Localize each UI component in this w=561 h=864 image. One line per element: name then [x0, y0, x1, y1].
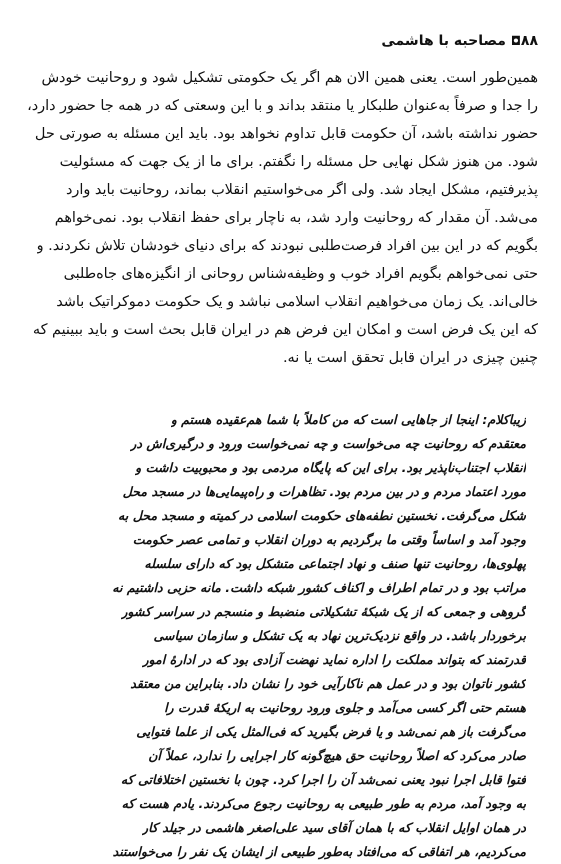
body-line: پذیرفتیم، مشکل ایجاد شد. ولی اگر می‌خواستیم انقلاب بماند، روحانیت باید وارد — [66, 182, 538, 198]
quote-line: برخوردار باشد. در واقع نزدیک‌ترین نهاد به یک تشکل و سازمان سیاسی — [153, 628, 526, 643]
header-marker-icon: ◘ — [510, 34, 521, 48]
quote-line: در همان اوایل انقلاب که با همان آقای سید علی‌اصغر هاشمی در جیلد کار — [141, 820, 526, 835]
header-title: مصاحبه با هاشمی — [381, 33, 506, 49]
quote-line: شکل می‌گرفت. نخستین نطفه‌های حکومت اسلامی در کمیته و مسجد محل به — [118, 508, 526, 523]
quote-line: مراتب بود و در تمام اطراف و اکناف کشور شبکه داشت. مانه حزبی داشتیم نه — [112, 580, 526, 595]
body-line: حتی نمی‌خواهم بگویم افراد خوب و وظیفه‌شناس روحانی از انگیزه‌های جاه‌طلبی — [63, 266, 538, 282]
body-line: خالی‌اند. یک زمان می‌خواهیم انقلاب اسلامی نباشد و یک حکومت دموکراتیک باشد — [56, 294, 538, 310]
quote-line: پهلوی‌ها، روحانیت تنها صنف و نهاد اجتماعی متشکل بود که دارای سلسله — [144, 556, 526, 571]
quote-line: معتقدم که روحانیت چه می‌خواست و چه نمی‌خواست ورود و درگیری‌اش در — [130, 436, 526, 451]
quote-line: می‌گرفت باز هم نمی‌شد و یا فرض بگیرید که فی‌المثل یکی از علما فتوایی — [136, 724, 526, 739]
quote-line: کشور ناتوان بود و در عمل هم ناکارآیی خود را نشان داد. بنابراین من معتقد — [130, 676, 526, 691]
quote-line: انقلاب اجتناب‌ناپذیر بود. برای این که پایگاه مردمی بود و محبوبیت داشت و — [135, 460, 526, 475]
page-number: ۸۸ — [520, 33, 538, 49]
quote-line: فتوا قابل اجرا نبود یعنی نمی‌شد آن را اجرا کرد. چون با نخستین اختلافاتی که — [120, 772, 526, 787]
quote-line: هستم حتی اگر کسی می‌آمد و جلوی ورود روحانیت به اریکهٔ قدرت را — [164, 700, 526, 715]
quote-line: گروهی و جمعی که از یک شبکهٔ تشکیلاتی منضبط و منسجم در سراسر کشور — [121, 604, 526, 619]
quote-line: به وجود آمد، مردم به طور طبیعی به روحانیت رجوع می‌کردند. یادم هست که — [121, 796, 526, 811]
quote-line: مورد اعتماد مردم و در بین مردم بود. تظاهرات و راه‌پیمایی‌ها در مسجد محل — [122, 484, 526, 499]
body-line: همین‌طور است. یعنی همین الان هم اگر یک حکومتی تشکیل شود و روحانیت خودش — [41, 70, 538, 86]
body-line: حضور نداشته باشد، آن حکومت قابل تداوم نخواهد بود. باید این مسئله به صورتی حل — [34, 126, 538, 142]
running-header — [381, 33, 538, 53]
body-line: شود. من هنوز شکل نهایی حل مسئله را نگفتم. برای ما از یک جهت که مسئولیت — [59, 154, 538, 170]
quote-line: زیباکلام: اینجا از جاهایی است که من کاملاً با شما هم‌عقیده هستم و — [170, 412, 526, 427]
quote-line: صادر می‌کرد که اصلاً روحانیت حق هیچ‌گونه کار اجرایی را ندارد، عملاً آن — [148, 748, 526, 763]
body-line: چنین چیزی در ایران قابل تحقق است یا نه. — [282, 350, 538, 366]
body-line: می‌شد. آن مقدار که روحانیت وارد شد، به ناچار برای حفظ انقلاب بود. نمی‌خواهم — [54, 210, 538, 226]
quote-line: قدرتمند که بتواند مملکت را اداره نماید نهضت آزادی بود که در ادارهٔ امور — [142, 652, 526, 667]
quote-line: وجود آمد و اساساً وقتی ما برگردیم به دوران انقلاب و تمامی عصر حکومت — [132, 532, 526, 547]
body-line: را جدا و صرفاً به‌عنوان طلبکار یا منتقد بداند و با این وسعتی که در همه جا حضور دارد، — [27, 98, 538, 114]
quote-line: می‌کردیم، هر اتفاقی که می‌افتاد به‌طور طبیعی از ایشان یک نفر را می‌خواستند — [112, 844, 526, 859]
body-line: بگویم که در این بین افراد فرصت‌طلبی نبودند که برای دنیای خودشان تلاش نکردند. و — [36, 238, 538, 254]
body-line: که این یک فرض است و امکان این فرض هم در ایران قابل بحث است و باید ببینیم که — [32, 322, 538, 338]
